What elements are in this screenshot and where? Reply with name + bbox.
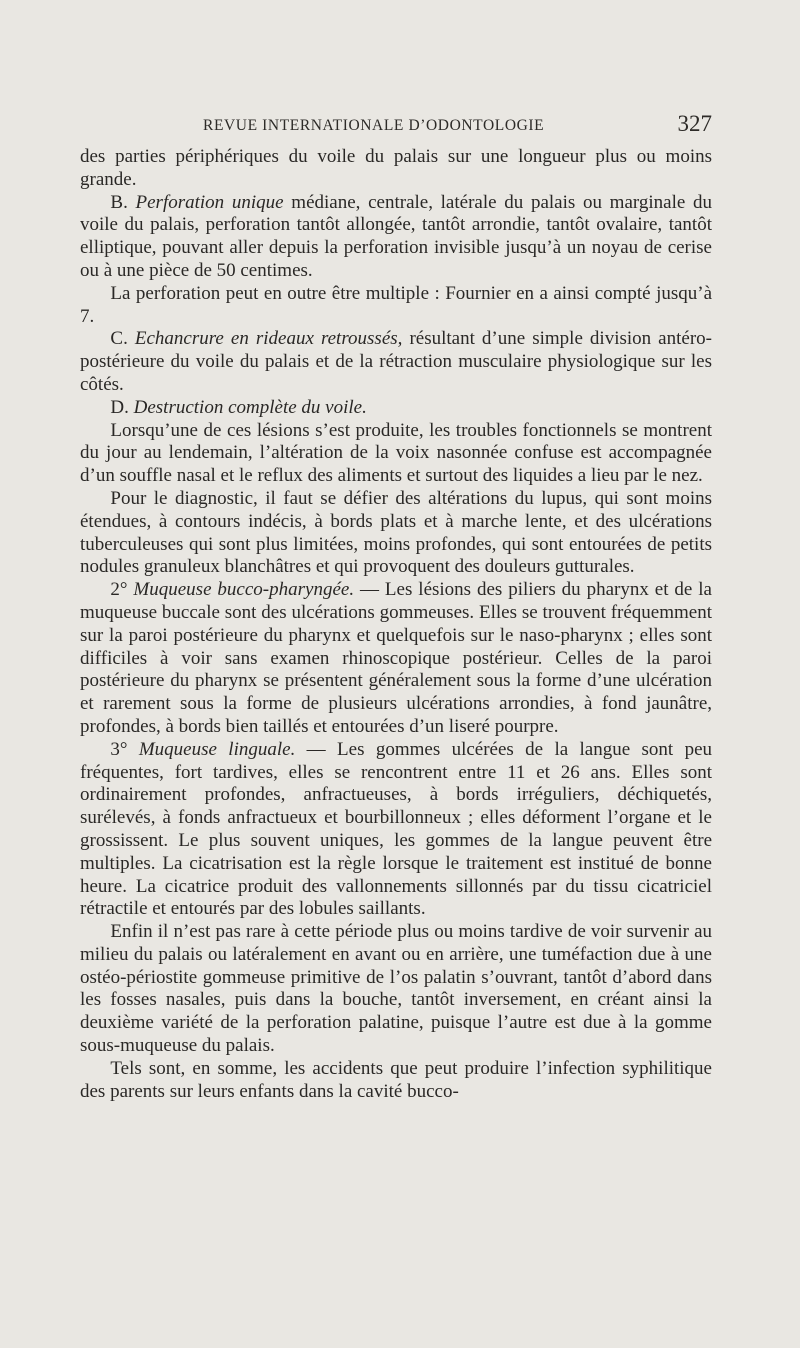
paragraph: C. Echancrure en rideaux retroussés, résultant d’une simple division antéro-postérieure du voile du palais et de la rétraction musculaire physiologique sur les côtés. [80,328,712,395]
body-text [80,146,712,1103]
paragraph: des parties périphériques du voile du palais sur une longueur plus ou moins grande. [80,146,712,190]
paragraph: Tels sont, en somme, les accidents que peut produire l’infection syphilitique des parents sur leurs enfants dans la cavité bucco- [80,1057,712,1102]
section-heading-italic: Destruction complète du voile. [133,396,367,418]
paragraph: 3° Muqueuse linguale. — Les gommes ulcérées de la langue sont peu fréquentes, fort tardives, elles se rencontrent entre 11 et 26 ans. Elles sont ordinairement profondes, anfractueuses, à bords irréguliers, déchiquetés, surélevés, à fonds anfractueux et bourbillonneux ; elles déforment l’organe et le grossissent. Le plus souvent uniques, les gommes de la langue peuvent être multiples. La cicatrisation est la règle lorsque le traitement est institué de bonne heure. La cicatrice produit des vallonnements sillonnés par du tissu cicatriciel rétractile et entourés par des lobules saillants. [80,738,712,920]
section-heading-italic: Muqueuse linguale. [138,738,296,760]
section-heading-italic: Perforation unique [135,191,284,213]
paragraph: D. Destruction complète du voile. [110,396,367,418]
paragraph: Lorsqu’une de ces lésions s’est produite, les troubles fonctionnels se montrent du jour au lendemain, l’altération de la voix nasonnée confuse est accompagnée d’un souffle nasal et le reflux des aliments et surtout des liquides a lieu par le nez. [80,419,712,487]
paragraph: Pour le diagnostic, il faut se défier des altérations du lupus, qui sont moins étendues, à contours indécis, à bords plats et à marche lente, et des ulcérations tuberculeuses qui sont plus limitées, moins profondes, qui sont entourées de petits nodules granuleux blanchâtres et qui provoquent des douleurs gutturales. [80,487,712,578]
paragraph: 2° Muqueuse bucco-pharyngée. — Les lésions des piliers du pharynx et de la muqueuse buccale sont des ulcérations gommeuses. Elles se trouvent fréquemment sur la paroi postérieure du pharynx et quelquefois sur le naso-pharynx ; elles sont difficiles à voir sans examen rhinoscopique postérieur. Celles de la paroi postérieure du pharynx se présentent généralement sous la forme d’une ulcération et rarement sous la forme de plusieurs ulcérations arrondies, à fond jaunâtre, profondes, à bords bien taillés et entourées d’un liseré pourpre. [80,579,712,737]
section-heading-italic: Echancrure en rideaux retroussés, [134,328,403,350]
section-heading-italic: Muqueuse bucco-pharyngée. [133,579,355,601]
paragraph: B. Perforation unique médiane, centrale, latérale du palais ou marginale du voile du palais, perforation tantôt allongée, tantôt arrondie, tantôt ovalaire, tantôt elliptique, pouvant aller depuis la perforation invisible jusqu’à un noyau de cerise ou à une pièce de 50 centimes. [80,191,712,281]
running-title: REVUE INTERNATIONALE D’ODONTOLOGIE [203,117,545,134]
page-number: 327 [677,111,712,136]
page-header [80,113,712,143]
paragraph: La perforation peut en outre être multiple : Fournier en a ainsi compté jusqu’à 7. [80,282,712,327]
paragraph: Enfin il n’est pas rare à cette période plus ou moins tardive de voir survenir au milieu du palais ou latéralement en avant ou en arrière, une tuméfaction due à une ostéo-périostite gommeuse primitive de l’os palatin s’ouvrant, tantôt d’abord dans les fosses nasales, puis dans la bouche, tantôt inversement, en créant ainsi la deuxième variété de la perforation palatine, puisque l’autre est due à la gomme sous-muqueuse du palais. [80,921,712,1057]
